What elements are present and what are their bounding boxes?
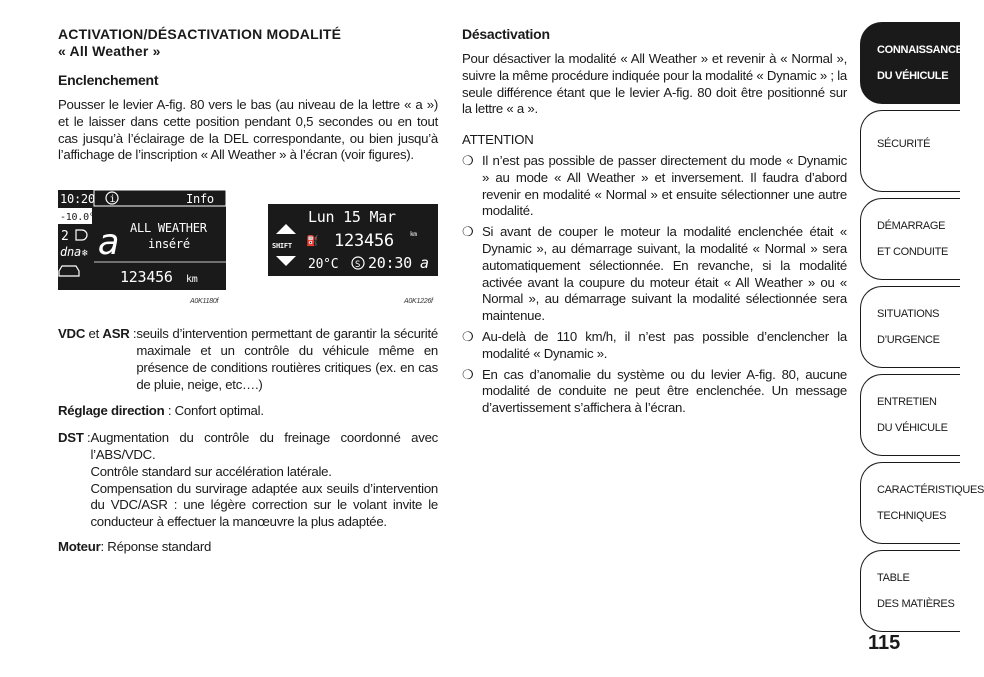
section-title-line2: « All Weather » — [58, 43, 161, 59]
tab-label-line2: ET CONDUITE — [877, 245, 949, 258]
fig1-odometer: 123456 — [120, 268, 173, 287]
tab-label-line1: ENTRETIEN — [877, 395, 937, 408]
def-motor-term: Moteur — [58, 538, 101, 554]
tab-situations-urgence[interactable] — [860, 286, 960, 368]
tab-connaissance-vehicule[interactable] — [860, 22, 963, 104]
def-vdc-et: et — [85, 326, 103, 342]
def-dst-line3: Compensation du survirage adaptée aux seuils d’intervention du VDC/ASR : une légère correction sur le volant invite le conducteur à effectuer la manœuvre la plus adaptée. — [90, 480, 438, 530]
definition-dst — [58, 430, 438, 531]
bullet-icon: ❍ — [462, 152, 474, 168]
fig1-odometer-unit: km — [186, 274, 198, 286]
def-asr-term: ASR — [102, 326, 130, 342]
definition-motor — [58, 539, 438, 556]
def-dst-line1: Augmentation du contrôle du freinage coordonné avec l’ABS/VDC. — [90, 430, 438, 462]
subtitle-desactivation: Désactivation — [462, 26, 550, 42]
definition-vdc-asr — [58, 326, 438, 393]
bullet-text: Au-delà de 110 km/h, il n’est pas possible d’enclencher la modalité « Dynamic ». — [482, 328, 847, 361]
fig2-shift: SHIFT — [272, 242, 292, 251]
tab-label-line1: TABLE — [877, 571, 910, 584]
tab-label-line2: DES MATIÈRES — [877, 597, 955, 610]
fig1-mode-line2: inséré — [148, 237, 190, 252]
fig2-time: 20:30 — [368, 254, 412, 273]
list-item — [462, 329, 847, 363]
tab-demarrage-conduite[interactable] — [860, 198, 960, 280]
bullet-icon: ❍ — [462, 366, 474, 382]
fig2-label: A0K1226f — [404, 298, 433, 306]
tab-securite[interactable] — [860, 110, 960, 192]
fig1-mode-line1: ALL WEATHER — [130, 221, 207, 236]
attention-heading: ATTENTION — [462, 132, 534, 148]
tab-label-line1: CARACTÉRISTIQUES — [877, 483, 984, 496]
section-title — [58, 26, 438, 60]
fuel-icon: ⛽ — [306, 236, 319, 248]
fig1-info-label: Info — [186, 192, 214, 207]
tab-entretien-vehicule[interactable] — [860, 374, 960, 456]
fig2-odometer-unit: km — [410, 231, 417, 239]
bullet-icon: ❍ — [462, 328, 474, 344]
fig1-dna: dna — [60, 245, 81, 260]
bullet-text: Si avant de couper le moteur la modalité enclenchée était « Dynamic », au démarrage suivant, la modalité « Normal » sera automatiquement sélectionnée. En revanche, si la modalité activée avant la coupure du moteur était « All Weather » ou « Normal », au démarrage suivant la modalité sélectionnée sera maintenue. — [482, 224, 847, 324]
tab-label-line2: D’URGENCE — [877, 333, 940, 346]
tab-label-line1: CONNAISSANCE — [877, 43, 963, 56]
tab-label-line1: SITUATIONS — [877, 307, 940, 320]
tab-table-matieres[interactable] — [860, 550, 960, 632]
fig1-time: 10:20 — [60, 192, 95, 207]
def-motor-text: : Réponse standard — [100, 538, 212, 554]
attention-list — [462, 153, 847, 417]
bullet-text: En cas d’anomalie du système ou du levier A-fig. 80, aucune modalité de conduite ne peut être enclenchée. Un message d’avertissement s’affichera à l’écran. — [482, 366, 847, 416]
fig1-gear: 2 — [61, 229, 69, 245]
figures-area — [58, 184, 438, 314]
display-figure-2 — [268, 204, 438, 276]
tab-label-line1: DÉMARRAGE — [877, 219, 946, 232]
fig1-info-icon: i — [109, 194, 116, 206]
list-item — [462, 153, 847, 220]
section-title-line1: ACTIVATION/DÉSACTIVATION MODALITÉ — [58, 26, 342, 42]
tab-caracteristiques-techniques[interactable] — [860, 462, 984, 544]
fig2-temp: 20°C — [308, 257, 339, 273]
chapter-tabs — [860, 22, 984, 638]
def-dst-line2: Contrôle standard sur accélération latérale. — [90, 463, 332, 479]
service-s-letter: S — [355, 260, 361, 271]
fig1-big-letter: a — [98, 222, 120, 264]
bullet-icon: ❍ — [462, 224, 474, 240]
def-vdc-term: VDC — [58, 326, 86, 342]
left-column — [58, 26, 438, 556]
fig2-date: Lun 15 Mar — [308, 208, 396, 227]
list-item — [462, 224, 847, 325]
paragraph-desactivation: Pour désactiver la modalité « All Weather » et revenir à « Normal », suivre la même procédure indiquée pour la modalité « Dynamic » ; la seule différence étant que le levier A-fig. 80 doit être positionné sur la lettre « a ». — [462, 51, 847, 117]
tab-label-line2: DU VÉHICULE — [877, 69, 949, 82]
definition-steering — [58, 403, 438, 420]
middle-column — [462, 26, 847, 421]
snowflake-icon: ❄ — [82, 248, 88, 260]
def-vdc-text: seuils d’intervention permettant de garantir la sécurité maximale et un contrôle du véhicule même en présence de conditions routières critiques (ex. en cas de pluie, neige, etc….) — [136, 326, 438, 392]
def-steer-text: : Confort optimal. — [164, 403, 264, 419]
bullet-text: Il n’est pas possible de passer directement du mode « Dynamic » au mode « All Weather » et inversement. Il faudra d’abord revenir en modalité « Normal » et ensuite sélectionner une autre modalité. — [482, 152, 847, 219]
fig1-label: A0K1180f — [190, 298, 219, 306]
fig2-letter: a — [420, 254, 429, 273]
paragraph-enclenchement: Pousser le levier A-fig. 80 vers le bas (au niveau de la lettre « a ») et le laisser dans cette position pendant 0,5 secondes ou en tout cas jusqu’à l’éclairage de la DEL correspondante, ou bien jusqu’à l’affichage de l’inscription « All Weather » à l’écran (voir figures). — [58, 97, 438, 163]
fig2-odometer: 123456 — [334, 231, 394, 252]
tab-label-line2: DU VÉHICULE — [877, 421, 948, 434]
fig1-temp: -10.0°C — [60, 212, 101, 224]
tab-label-line2: TECHNIQUES — [877, 509, 947, 522]
def-dst-body — [90, 430, 438, 531]
def-dst-term: DST — [58, 430, 84, 446]
def-steer-term: Réglage direction — [58, 403, 165, 419]
list-item — [462, 367, 847, 417]
display-figure-1 — [58, 190, 226, 290]
definitions — [58, 326, 438, 556]
subtitle-enclenchement: Enclenchement — [58, 72, 159, 88]
def-dst-colon: : — [83, 430, 91, 446]
page-number: 115 — [868, 632, 901, 654]
def-vdc-colon: : — [129, 326, 137, 342]
tab-label-line1: SÉCURITÉ — [877, 138, 931, 150]
